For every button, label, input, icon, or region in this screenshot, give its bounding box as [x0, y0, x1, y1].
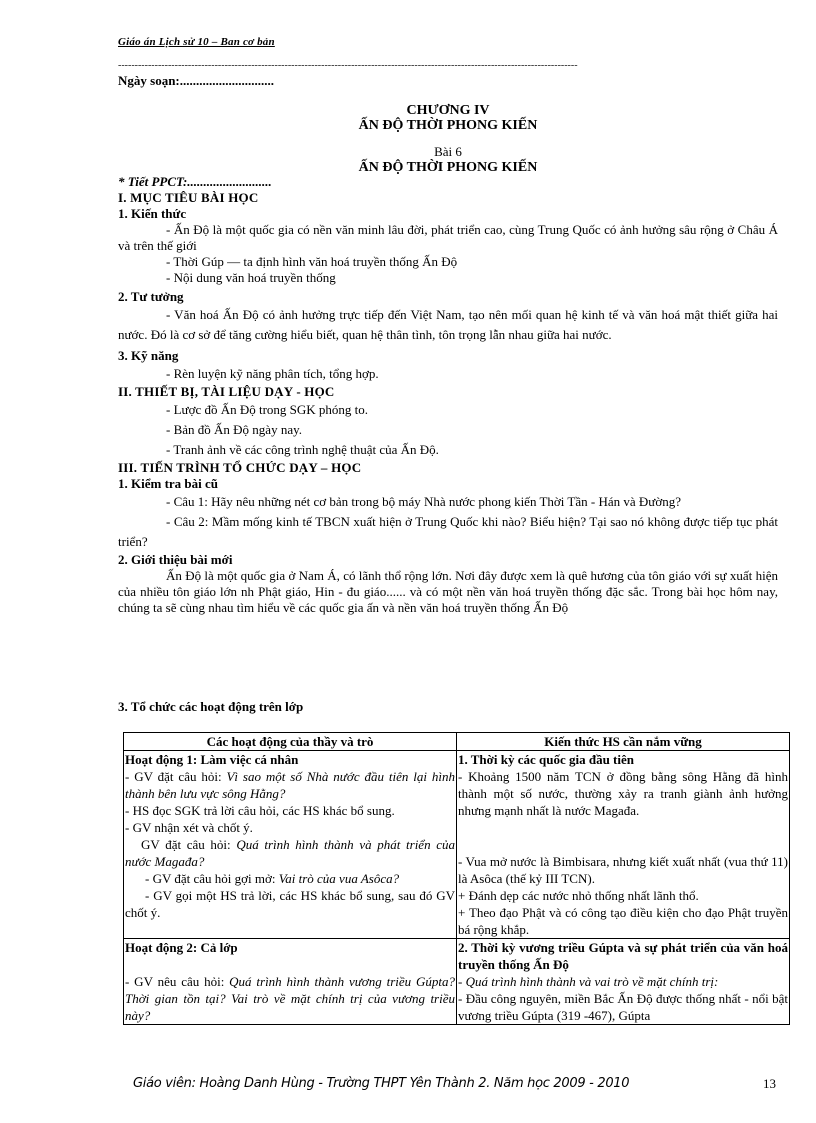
table-header-cell: Các hoạt động của thầy và trò: [124, 733, 457, 751]
section2-heading: II. THIẾT BỊ, TÀI LIỆU DẠY - HỌC: [118, 384, 335, 399]
kynang-item: - Rèn luyện kỹ năng phân tích, tổng hợp.: [166, 366, 379, 381]
equipment-item: - Tranh ảnh về các công trình nghệ thuật của Ấn Độ.: [166, 442, 439, 457]
knowledge-line: - Quá trình hình thành và vai trò về mặt chính trị:: [458, 974, 719, 989]
activity-cell: [124, 939, 457, 1025]
activity-question: Vì sao một số Nhà nước đầu tiên lại hình thành bên lưu vực sông Hằng?: [125, 769, 455, 801]
table-header-row: [124, 733, 790, 751]
activity-text: GV đặt câu hỏi:: [141, 837, 237, 852]
knowledge-line: + Đánh dẹp các nước nhỏ thống nhất lãnh thổ.: [458, 888, 699, 903]
table-row: [124, 939, 790, 1025]
activity-text: - GV nêu câu hỏi:: [125, 974, 230, 989]
lesson-number: Bài 6: [434, 144, 462, 159]
table-row: [124, 751, 790, 939]
activity-line: - GV nhận xét và chốt ý.: [125, 820, 253, 835]
tutuong-item: - Văn hoá Ấn Độ có ảnh hưởng trực tiếp đến Việt Nam, tạo nên mối quan hệ kinh tế và văn hoá mật thiết giữa hai nước. Đó là cơ sở để tăng cường hiểu biết, quan hệ thân tình, tôn trọng lẫn nhau giữa hai nước.: [118, 307, 778, 342]
activity-title: Hoạt động 2: Cả lớp: [125, 940, 238, 955]
section1-heading: I. MỤC TIÊU BÀI HỌC: [118, 190, 259, 205]
activity-line: [125, 973, 455, 1024]
kienthuc-item: - Thời Gúp — ta định hình văn hoá truyền thống Ấn Độ: [166, 254, 458, 269]
activity-line: - HS đọc SGK trả lời câu hỏi, các HS khác bổ sung.: [125, 803, 395, 818]
header-title: Giáo án Lịch sử 10 – Ban cơ bản: [118, 36, 275, 48]
review-question: - Câu 2: Mầm mống kinh tế TBCN xuất hiện ở Trung Quốc khi nào? Biểu hiện? Tại sao nó không được tiếp tục phát triển?: [118, 514, 778, 549]
tutuong-heading: 2. Tư tưởng: [118, 289, 184, 304]
page-number: 13: [763, 1076, 776, 1091]
knowledge-title: 1. Thời kỳ các quốc gia đầu tiên: [458, 752, 634, 767]
lesson-name: ẤN ĐỘ THỜI PHONG KIẾN: [358, 160, 538, 175]
activity-title: Hoạt động 1: Làm việc cá nhân: [125, 752, 299, 767]
activity-question: Vai trò của vua Asôca?: [278, 871, 400, 886]
footer-teacher: Giáo viên: Hoàng Danh Hùng - Trường THPT Yên Thành 2. Năm học 2009 - 2010: [133, 1076, 630, 1091]
activity-cell: [124, 751, 457, 939]
knowledge-title: 2. Thời kỳ vương triều Gúpta và sự phát triển của văn hoá truyền thống Ấn Độ: [458, 940, 788, 972]
kienthuc-item: - Nội dung văn hoá truyền thống: [166, 270, 336, 285]
tiet-ppct: * Tiết PPCT:..........................: [118, 174, 272, 189]
activity-question: Quá trình hình thành vương triều Gúpta? Thời gian tồn tại? Vai trò về mặt chính trị của vương triều này?: [125, 974, 455, 1023]
equipment-item: - Bản đồ Ấn Độ ngày nay.: [166, 422, 302, 437]
kiemtra-heading: 1. Kiểm tra bài cũ: [118, 476, 219, 491]
activity-line: [125, 836, 455, 870]
knowledge-line: - Khoảng 1500 năm TCN ở đồng bằng sông Hằng đã hình thành một số nước, thường xảy ra tranh giành ảnh hưởng nhưng mạnh nhất là nước Magađa.: [458, 769, 788, 818]
activities-table: [123, 732, 790, 1025]
table-header-cell: Kiến thức HS cần nắm vững: [457, 733, 790, 751]
knowledge-cell: [457, 939, 790, 1025]
activity-text: - GV đặt câu hỏi gợi mở:: [145, 871, 279, 886]
activity-line: [125, 870, 455, 887]
review-question: - Câu 1: Hãy nêu những nét cơ bản trong bộ máy Nhà nước phong kiến Thời Tần - Hán và Đường?: [166, 494, 681, 509]
tochuc-heading: 3. Tổ chức các hoạt động trên lớp: [118, 699, 304, 714]
activity-line: [125, 768, 455, 802]
kienthuc-item: - Ấn Độ là một quốc gia có nền văn minh lâu đời, phát triển cao, cùng Trung Quốc có ảnh hưởng sâu rộng ở Châu Á và trên thế giới: [118, 222, 778, 253]
intro-paragraph: Ấn Độ là một quốc gia ở Nam Á, có lãnh thổ rộng lớn. Nơi đây được xem là quê hương của tôn giáo với sự xuất hiện của nhiều tôn giáo lớn nh Phật giáo, Hin - đu giáo...... và có một nền văn hoá truyền thống đặc sắc. Trong bài học hôm nay, chúng ta sẽ cùng nhau tìm hiểu về các quốc gia ấn và nền văn hoá truyền thống Ấn Độ: [118, 568, 778, 615]
activity-text: - GV đặt câu hỏi:: [125, 769, 227, 784]
chapter-number: CHƯƠNG IV: [406, 103, 490, 118]
knowledge-line: + Theo đạo Phật và có công tạo điều kiện cho đạo Phật truyền bá rộng khắp.: [458, 905, 788, 937]
activity-question: Quá trình hình thành và phát triển của nước Magađa?: [125, 837, 455, 869]
header-divider: ------------------------------------------------------------------------------------------------------------------------------------------: [118, 60, 578, 71]
equipment-item: - Lược đồ Ấn Độ trong SGK phóng to.: [166, 402, 369, 417]
knowledge-line: - Đầu công nguyên, miền Bắc Ấn Độ được thống nhất - nổi bật vương triều Gúpta (319 -467), Gúpta: [458, 991, 788, 1023]
knowledge-cell: [457, 751, 790, 939]
kienthuc-heading: 1. Kiến thức: [118, 206, 187, 221]
knowledge-line: - Vua mở nước là Bimbisara, nhưng kiết xuất nhất (vua thứ 11) là Asôca (thế kỷ III TCN).: [458, 854, 788, 886]
gioithieu-heading: 2. Giới thiệu bài mới: [118, 552, 233, 567]
kynang-heading: 3. Kỹ năng: [118, 348, 179, 363]
objectives-block: [118, 174, 778, 616]
ngay-soan: Ngày soạn:.............................: [118, 73, 275, 88]
activity-line: - GV gọi một HS trả lời, các HS khác bổ sung, sau đó GV chốt ý.: [125, 888, 455, 920]
chapter-name: ẤN ĐỘ THỜI PHONG KIẾN: [358, 118, 538, 133]
section3-heading: III. TIẾN TRÌNH TỔ CHỨC DẠY – HỌC: [118, 460, 362, 475]
